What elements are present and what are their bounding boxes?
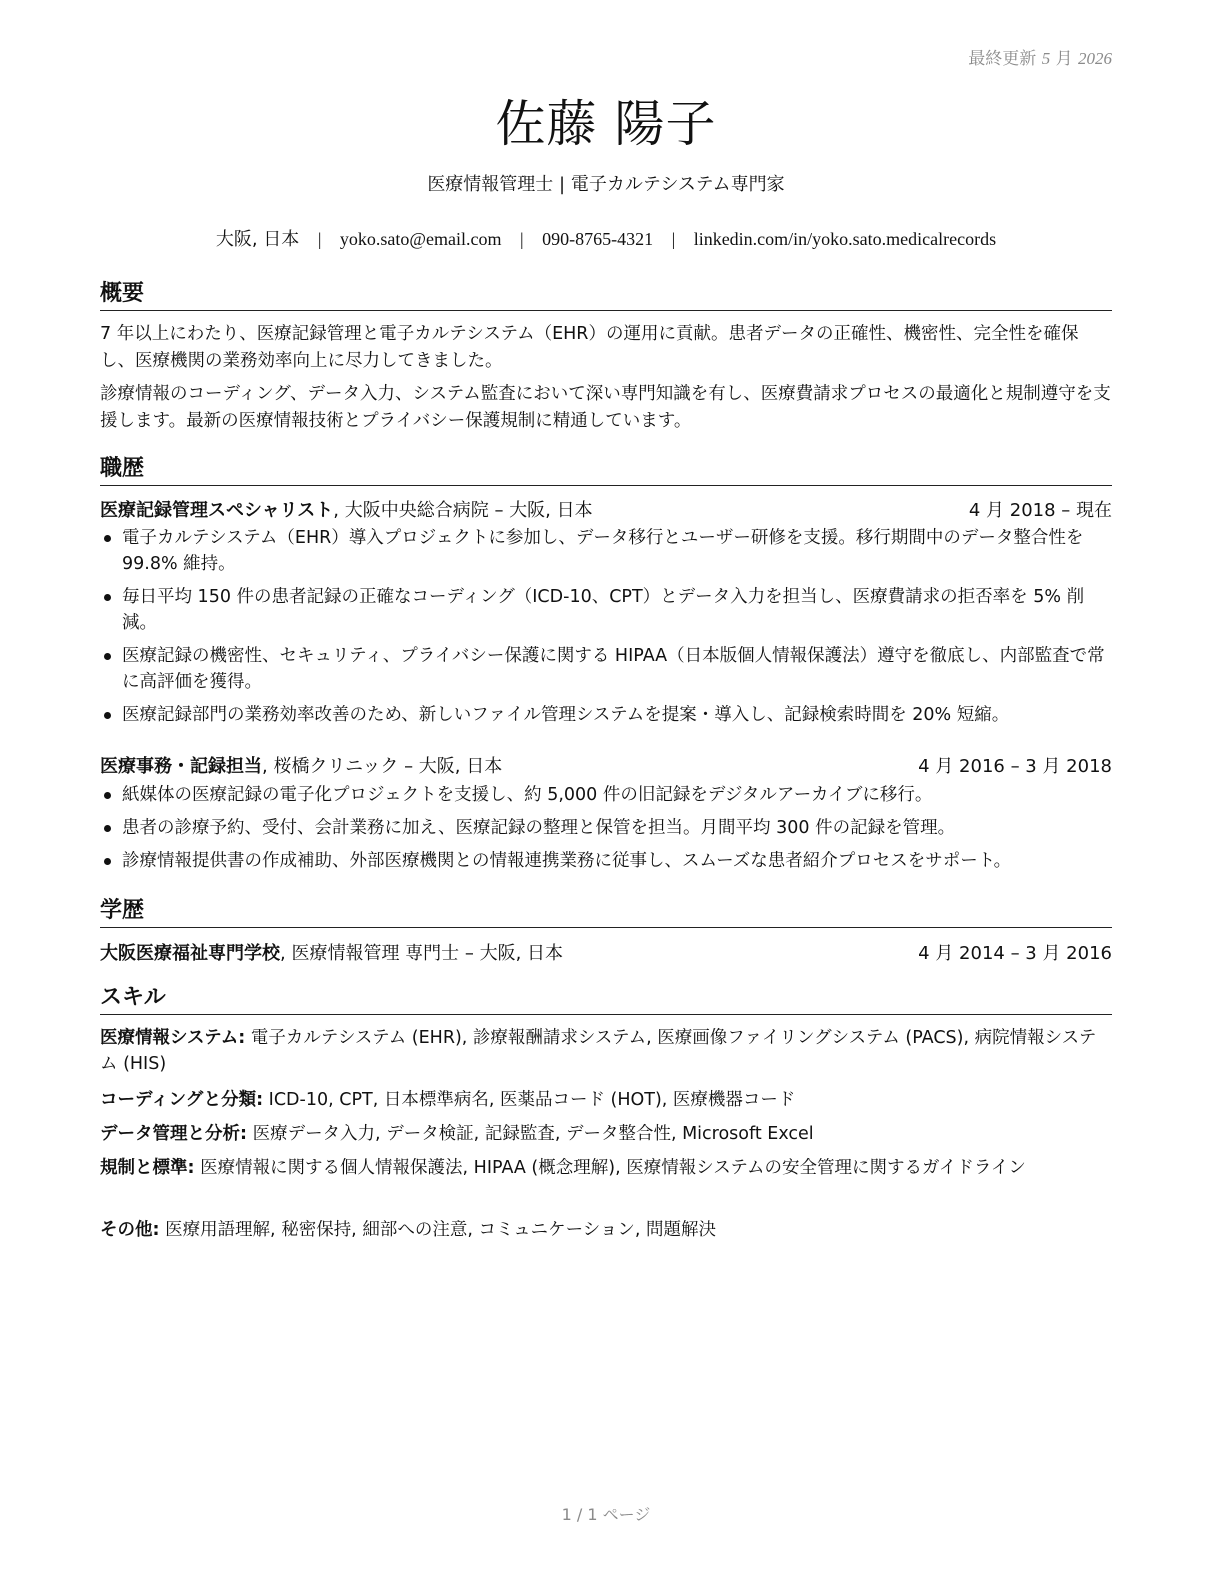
education-school: 大阪医療福祉専門学校: [100, 943, 280, 964]
candidate-name: 佐藤 陽子: [495, 95, 717, 153]
job-bullet: 医療記録の機密性、セキュリティ、プライバシー保護に関する HIPAA（日本版個人情報保護法）遵守を徹底し、内部監査で常に高評価を獲得。: [100, 643, 1112, 695]
contact-location: 大阪, 日本: [215, 229, 300, 250]
job-bullet: 電子カルテシステム（EHR）導入プロジェクトに参加し、データ移行とユーザー研修を支援。移行期間中のデータ整合性を 99.8% 維持。: [100, 525, 1112, 577]
job-header: [100, 752, 1112, 778]
skill-row: [100, 1025, 1112, 1077]
skill-value: 電子カルテシステム (EHR), 診療報酬請求システム, 医療画像ファイリングシステム (PACS), 病院情報システム (HIS): [100, 1028, 1097, 1074]
job-role: 医療記録管理スペシャリスト: [100, 500, 334, 521]
section-title-skills: スキル: [100, 980, 1112, 1015]
contact-line: [100, 225, 1112, 251]
skill-row: [100, 1087, 1112, 1113]
summary-paragraph: 7 年以上にわたり、医療記録管理と電子カルテシステム（EHR）の運用に貢献。患者データの正確性、機密性、完全性を確保し、医療機関の業務効率向上に尽力してきました。: [100, 324, 1079, 371]
page-number-footer: 1 / 1 ページ: [561, 1505, 651, 1524]
summary-paragraph: 診療情報のコーディング、データ入力、システム監査において深い専門知識を有し、医療費請求プロセスの最適化と規制遵守を支援します。最新の医療情報技術とプライバシー保護規制に精通しています。: [100, 384, 1111, 431]
job-organization: , 大阪中央総合病院 – 大阪, 日本: [333, 500, 593, 521]
candidate-headline: 医療情報管理士 | 電子カルテシステム専門家: [427, 174, 785, 195]
skill-row: [100, 1155, 1112, 1181]
resume-page: [100, 0, 1112, 1584]
section-title-summary: 概要: [100, 276, 1112, 311]
skill-label: データ管理と分析:: [100, 1124, 247, 1144]
skill-label: その他:: [100, 1220, 160, 1240]
last-updated: [968, 44, 1112, 69]
last-updated-prefix: 最終更新: [968, 49, 1037, 69]
skill-row: [100, 1217, 1112, 1243]
contact-separator: |: [671, 229, 676, 249]
last-updated-year: 2026: [1078, 49, 1112, 68]
skill-value: 医療データ入力, データ検証, 記録監査, データ整合性, Microsoft Excel: [247, 1124, 814, 1144]
job-bullet: 紙媒体の医療記録の電子化プロジェクトを支援し、約 5,000 件の旧記録をデジタルアーカイブに移行。: [100, 782, 1112, 808]
education-detail: , 医療情報管理 専門士 – 大阪, 日本: [280, 943, 564, 964]
contact-separator: |: [519, 229, 524, 249]
job-bullet-list: [100, 782, 1112, 881]
skill-label: 規制と標準:: [100, 1158, 195, 1178]
skill-label: コーディングと分類:: [100, 1090, 264, 1110]
job-organization: , 桜橋クリニック – 大阪, 日本: [262, 756, 503, 777]
section-title-experience: 職歴: [100, 451, 1112, 486]
job-bullet: 診療情報提供書の作成補助、外部医療機関との情報連携業務に従事し、スムーズな患者紹介プロセスをサポート。: [100, 848, 1112, 874]
skill-value: 医療情報に関する個人情報保護法, HIPAA (概念理解), 医療情報システムの安全管理に関するガイドライン: [194, 1158, 1026, 1178]
job-bullet-list: [100, 525, 1112, 735]
skill-label: 医療情報システム:: [100, 1028, 246, 1048]
job-bullet: 患者の診療予約、受付、会計業務に加え、医療記録の整理と保管を担当。月間平均 300 件の記録を管理。: [100, 815, 1112, 841]
job-bullet: 医療記録部門の業務効率改善のため、新しいファイル管理システムを提案・導入し、記録検索時間を 20% 短縮。: [100, 702, 1112, 728]
job-header: [100, 496, 1112, 522]
job-dates: 4 月 2016 – 3 月 2018: [918, 756, 1112, 777]
last-updated-month-unit: 月: [1055, 49, 1073, 69]
job-bullet: 毎日平均 150 件の患者記録の正確なコーディング（ICD-10、CPT）とデータ入力を担当し、医療費請求の拒否率を 5% 削減。: [100, 584, 1112, 636]
contact-linkedin-link[interactable]: linkedin.com/in/yoko.sato.medicalrecords: [693, 229, 997, 249]
education-entry: [100, 939, 1112, 965]
contact-email-link[interactable]: yoko.sato@email.com: [339, 229, 502, 249]
skill-row: [100, 1121, 1112, 1147]
skill-value: ICD-10, CPT, 日本標準病名, 医薬品コード (HOT), 医療機器コード: [263, 1090, 796, 1110]
education-dates: 4 月 2014 – 3 月 2016: [918, 943, 1112, 964]
skill-value: 医療用語理解, 秘密保持, 細部への注意, コミュニケーション, 問題解決: [159, 1220, 717, 1240]
section-title-education: 学歴: [100, 893, 1112, 928]
last-updated-month: 5: [1041, 49, 1051, 68]
contact-phone[interactable]: 090-8765-4321: [542, 229, 654, 249]
contact-separator: |: [317, 229, 322, 249]
job-role: 医療事務・記録担当: [100, 756, 262, 777]
job-dates: 4 月 2018 – 現在: [968, 500, 1112, 521]
